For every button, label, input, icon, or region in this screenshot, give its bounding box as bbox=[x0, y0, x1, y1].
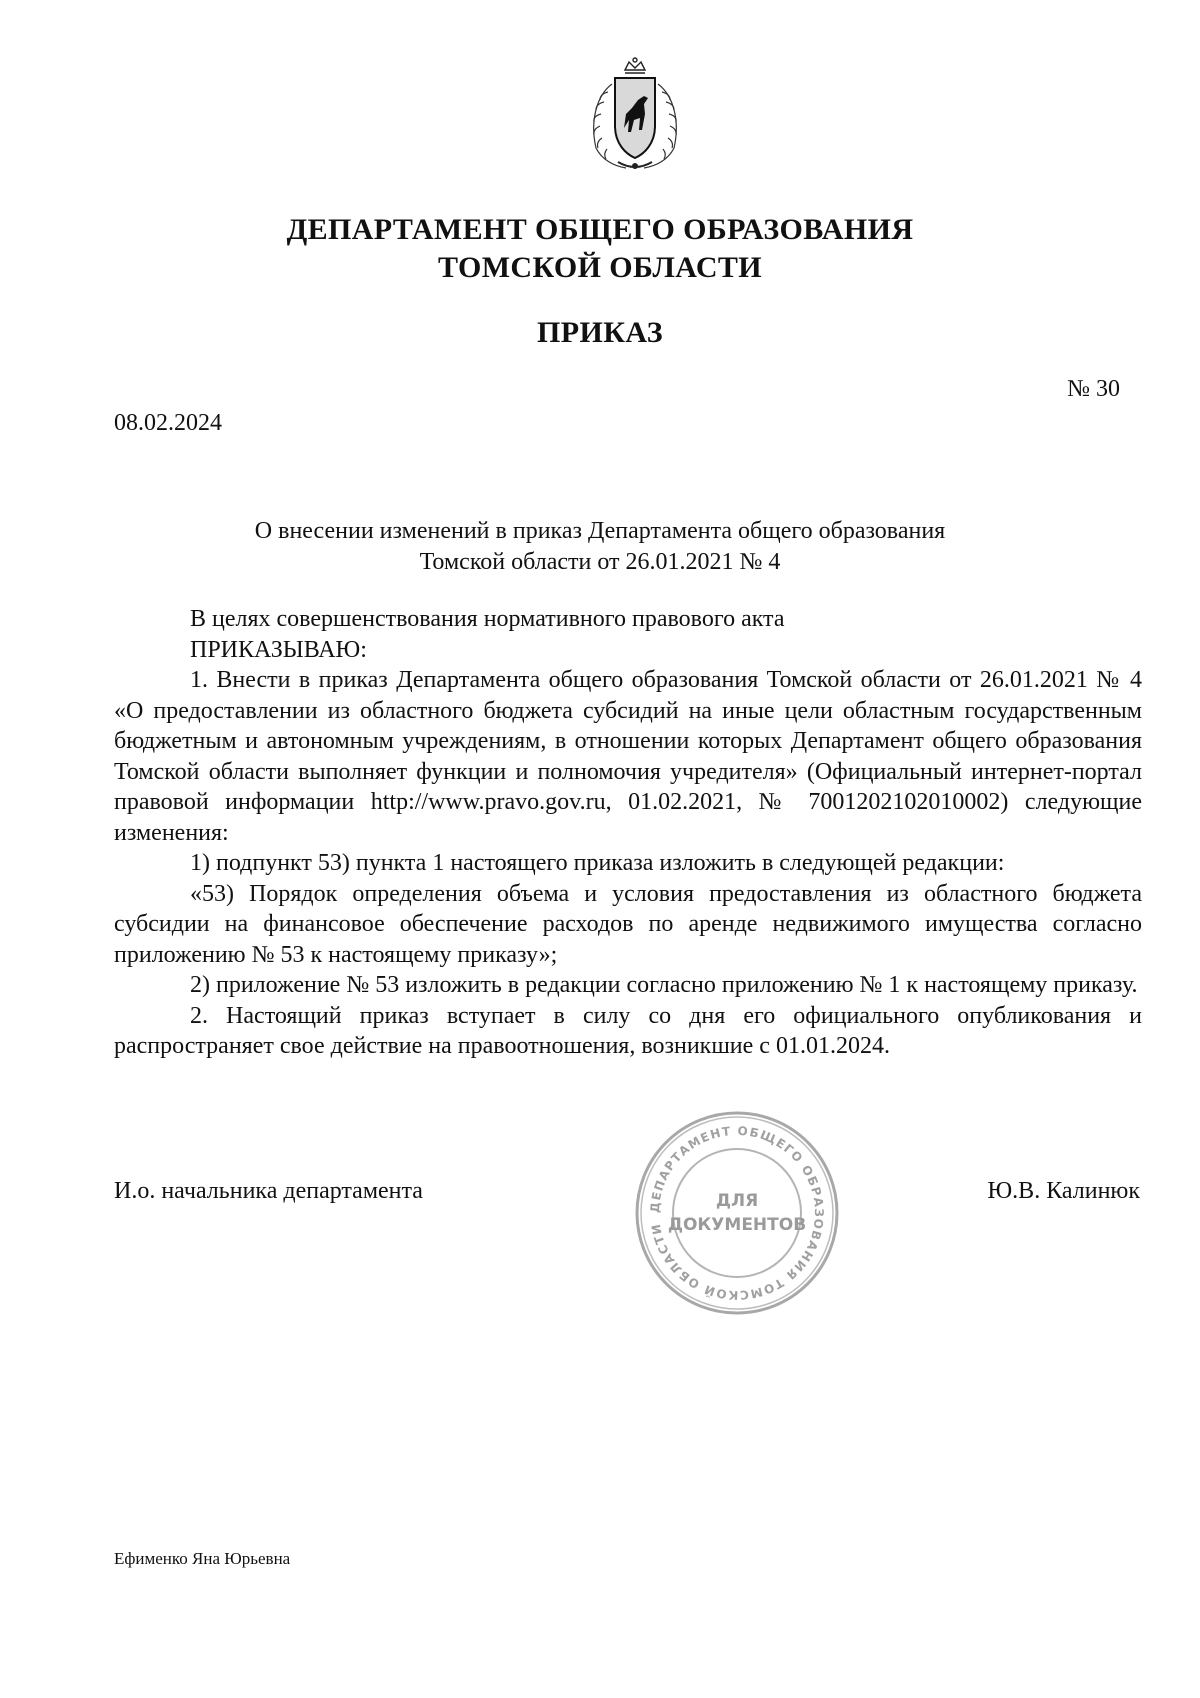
body-paragraph: ПРИКАЗЫВАЮ: bbox=[190, 636, 367, 663]
order-body bbox=[114, 604, 1142, 1062]
department-name-line2: ТОМСКОЙ ОБЛАСТИ bbox=[437, 251, 763, 284]
order-subject-line2: Томской области от 26.01.2021 № 4 bbox=[419, 549, 781, 575]
svg-text:ДЕПАРТАМЕНТ ОБЩЕГО ОБРАЗОВАНИЯ bbox=[648, 1124, 826, 1302]
coat-of-arms-emblem bbox=[582, 56, 688, 176]
body-paragraph: «53) Порядок определения объема и условия предоставления из областного бюджета субсидии на финансовое обеспечение расходов по аренде недвижимого имущества согласно приложению № 53 к настоящему приказу»; bbox=[114, 880, 1142, 968]
body-paragraph: 2) приложение № 53 изложить в редакции согласно приложению № 1 к настоящему приказу. bbox=[190, 972, 1138, 998]
document-type-title: ПРИКАЗ bbox=[537, 316, 663, 349]
seal-ring-text: ДЕПАРТАМЕНТ ОБЩЕГО ОБРАЗОВАНИЯ ТОМСКОЙ ОБЛАСТИ bbox=[647, 1123, 827, 1303]
order-subject bbox=[0, 516, 1200, 578]
body-paragraph: В целях совершенствования нормативного правового акта bbox=[190, 606, 785, 632]
seal-center-line1: ДЛЯ bbox=[715, 1191, 759, 1211]
body-paragraph: 2. Настоящий приказ вступает в силу со дня его официального опубликования и распространяет свое действие на правоотношения, возникшие с 01.01.2024. bbox=[114, 1002, 1142, 1059]
official-seal-stamp bbox=[632, 1108, 842, 1318]
order-number: № 30 bbox=[1067, 376, 1120, 402]
order-subject-line1: О внесении изменений в приказ Департамента общего образования bbox=[254, 518, 946, 544]
order-date: 08.02.2024 bbox=[114, 410, 222, 436]
executor-name: Ефименко Яна Юрьевна bbox=[114, 1549, 291, 1568]
seal-center-line2: ДОКУМЕНТОВ bbox=[667, 1215, 807, 1235]
signatory-title: И.о. начальника департамента bbox=[114, 1178, 423, 1204]
signatory-name: Ю.В. Калинюк bbox=[987, 1178, 1140, 1204]
body-paragraph: 1) подпункт 53) пункта 1 настоящего приказа изложить в следующей редакции: bbox=[190, 850, 1005, 876]
body-paragraph: 1. Внести в приказ Департамента общего образования Томской области от 26.01.2021 № 4 «О предоставлении из областного бюджета субсидий на иные цели областным государственным бюджетным и автономным учреждениям, в отношении которых Департамент общего образования Томской области выполняет функции и полномочия учредителя» (Официальный интернет-портал правовой информации http://www.pravo.gov.ru, 01.02.2021, № 7001202102010002) следующие изменения: bbox=[114, 667, 1142, 846]
department-name-line1: ДЕПАРТАМЕНТ ОБЩЕГО ОБРАЗОВАНИЯ bbox=[286, 213, 914, 246]
